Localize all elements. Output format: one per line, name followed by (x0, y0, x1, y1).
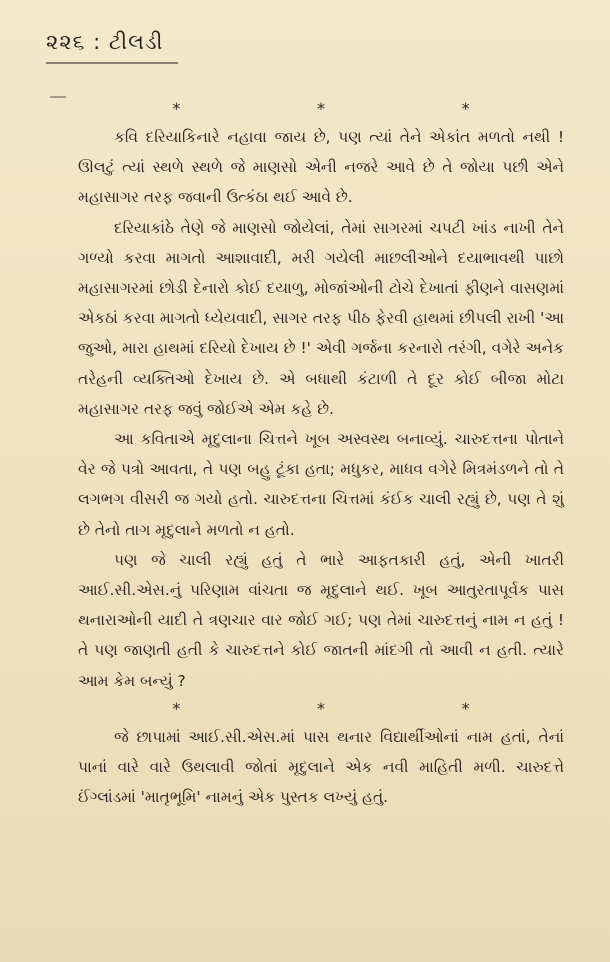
chapter-title: ટીલડી (108, 30, 164, 54)
separator-asterisk: * (316, 99, 325, 118)
separator-asterisk: * (461, 99, 470, 118)
paragraph: કવિ દરિયાકિનારે નહાવા જાય છે, પણ ત્યાં તેને એકાંત મળતો નથી ! ઊલટું ત્યાં સ્થળે સ્થળે જે માણસો એની નજરે આવે છે તે જોયા પછી એને મહાસાગર તરફ જવાની ઉત્કંઠા થઈ આવે છે. (78, 128, 564, 207)
separator-asterisk: * (172, 99, 181, 118)
paragraph: દરિયાકાંઠે તેણે જે માણસો જોયેલાં, તેમાં સાગરમાં ચપટી ખાંડ નાખી તેને ગળ્યો કરવા માગતો આશાવાદી, મરી ગયેલી માછલીઓને દયાભાવથી પાછો મહાસાગરમાં છોડી દેનારો કોઈ દયાળુ, મોજાંઓની ટોચે દેખાતાં ફીણને વાસણમાં એકઠાં કરવા માગતો ધ્યેયવાદી, સાગર તરફ પીઠ ફેરવી હાથમાં છીપલી રાખી 'આ જુઓ, મારા હાથમાં દરિયો દેખાય છે !' એવી ગર્જના કરનારો તરંગી, વગેરે અનેક તરેહની વ્યક્તિઓ દેખાય છે. એ બધાથી કંટાળી તે દૂર કોઈ બીજા મોટા મહાસાગર તરફ જવું જોઈએ એમ કહે છે. (78, 218, 564, 418)
section-separator-middle (78, 696, 564, 722)
paragraph: જે છાપામાં આઈ.સી.એસ.માં પાસ થનાર વિદ્યાર્થીઓનાં નામ હતાં, તેનાં પાનાં વારે વારે ઉથલાવી જોતાં મૃદુલાને એક નવી માહિતી મળી. ચારુદત્તે ઈંગ્લાંડમાં 'માતૃભૂમિ' નામનું એક પુસ્તક લખ્યું હતું. (78, 727, 564, 807)
separator-asterisk: * (316, 698, 325, 718)
paragraph: પણ જે ચાલી રહ્યું હતું તે ભારે આફતકારી હતું, એની ખાતરી આઈ.સી.એસ.નું પરિણામ વાંચતા જ મૃદુલાને થઈ. ખૂબ આતુરતાપૂર્વક પાસ થનારાઓની યાદી તે ત્રણચાર વાર જોઈ ગઈ; પણ તેમાં ચારુદત્તનું નામ ન હતું ! તે પણ જાણતી હતી કે ચારુદત્તને કોઈ જાતની માંદગી તો આવી ન હતી. ત્યારે આમ કેમ બન્યું ? (78, 550, 564, 690)
margin-mark (50, 96, 66, 98)
paragraph: આ કવિતાએ મૃદુલાના ચિત્તને ખૂબ અસ્વસ્થ બનાવ્યું. ચારુદત્તના પોતાને વેર જે પત્રો આવતા, તે પણ બહુ ટૂંકા હતા; મધુકર, માધવ વગેરે મિત્રમંડળને તો તે લગભગ વીસરી જ ગયો હતો. ચારુદત્તના ચિત્તમાં કંઈક ચાલી રહ્યું છે, પણ તે શું છે તેનો તાગ મૃદુલાને મળતો ન હતો. (78, 430, 564, 539)
separator-asterisk: * (172, 698, 181, 718)
running-header (46, 30, 164, 55)
separator-asterisk: * (461, 698, 470, 718)
header-rule (46, 62, 178, 64)
page-number: ૨૨૬ (46, 30, 86, 54)
section-separator-top (78, 96, 564, 122)
page-content (78, 96, 564, 812)
header-separator: : (93, 30, 102, 54)
